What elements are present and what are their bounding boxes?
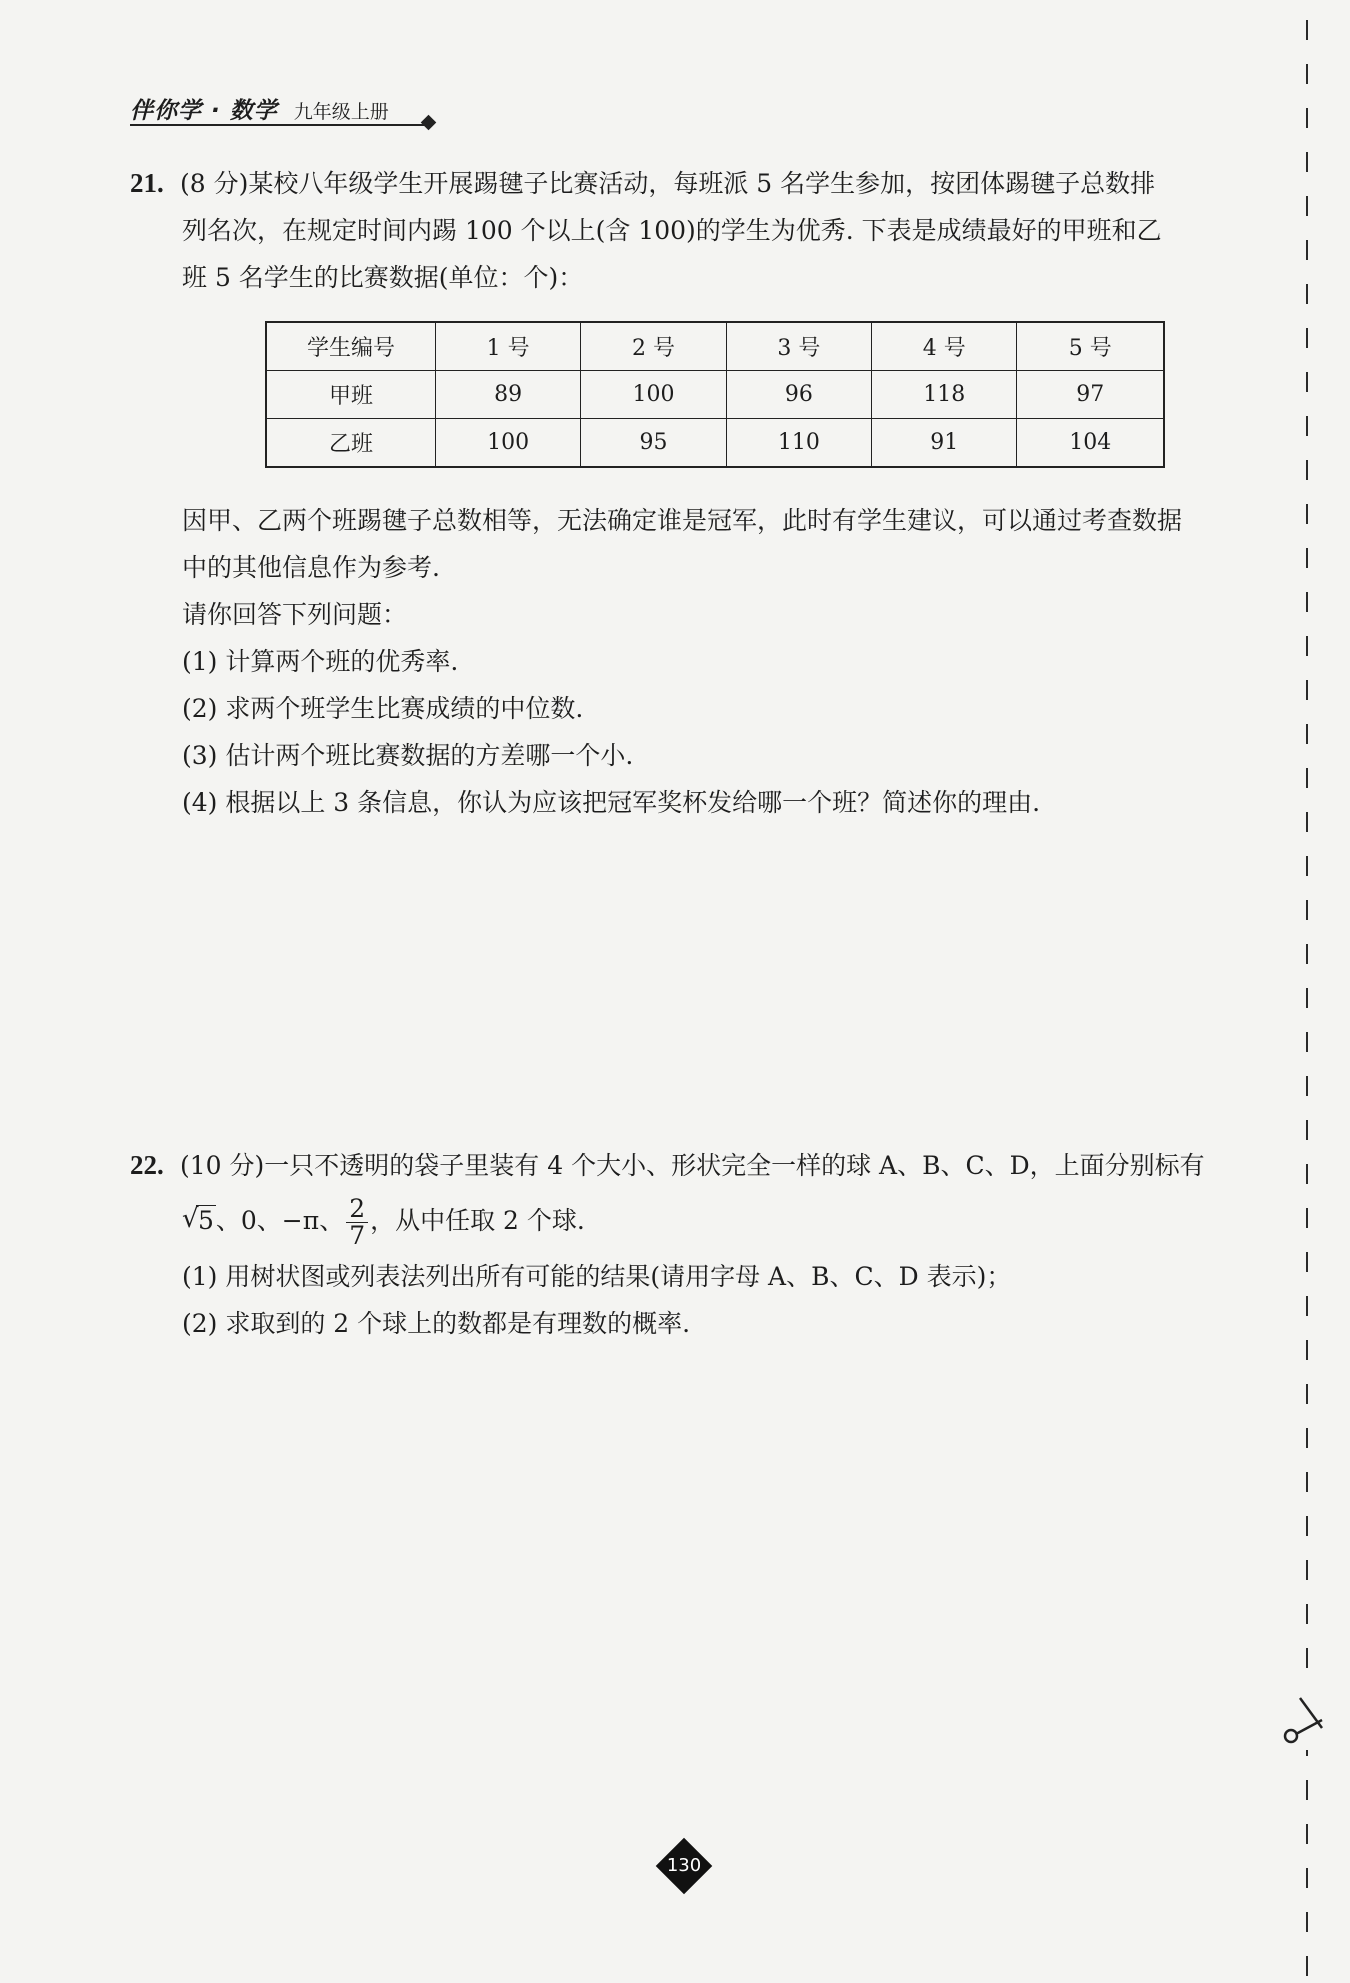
header-subtitle: 九年级上册: [293, 101, 389, 123]
table-cell: 乙班: [266, 419, 436, 468]
cut-line: [1306, 20, 1308, 1980]
q22-item-2: (2) 求取到的 2 个球上的数都是有理数的概率.: [182, 1309, 691, 1338]
q21-stem-text: (8 分)某校八年级学生开展踢毽子比赛活动，每班派 5 名学生参加，按团体踢毽子总数排: [180, 169, 1156, 198]
table-header-cell: 1 号: [436, 322, 581, 371]
table-cell: 100: [581, 371, 726, 419]
table-header-row: [266, 322, 1164, 371]
table-cell: 100: [436, 419, 581, 468]
q21-line-1: [130, 160, 1250, 207]
sqrt-expression: [182, 1189, 216, 1253]
table-cell: 118: [872, 371, 1017, 419]
q21-item-4: (4) 根据以上 3 条信息，你认为应该把冠军奖杯发给哪一个班？简述你的理由.: [182, 788, 1041, 817]
q21-line-3: 班 5 名学生的比赛数据(单位：个)：: [182, 263, 584, 292]
fraction-denominator: 7: [349, 1221, 366, 1250]
table-cell: 95: [581, 419, 726, 468]
page-number-badge: [656, 1838, 712, 1894]
table-cell: 110: [726, 419, 871, 468]
table-cell: 96: [726, 371, 871, 419]
page-number: 130: [666, 1855, 702, 1876]
fraction-numerator: 2: [346, 1196, 368, 1223]
q21-item-3: (3) 估计两个班比赛数据的方差哪一个小.: [182, 741, 634, 770]
q21-item-2: (2) 求两个班学生比赛成绩的中位数.: [182, 694, 584, 723]
q21-para-line-2: 中的其他信息作为参考.: [182, 553, 440, 582]
table-row: [266, 371, 1164, 419]
page-header: [130, 92, 389, 126]
table-header-cell: 5 号: [1017, 322, 1164, 371]
q21-number: 21.: [130, 168, 164, 198]
table-row: [266, 419, 1164, 468]
q22-values-sep: 、0、−π、: [215, 1206, 345, 1235]
question-22: [130, 1142, 1250, 1347]
q21-para-line-1: 因甲、乙两个班踢毽子总数相等，无法确定谁是冠军，此时有学生建议，可以通过考查数据: [182, 506, 1183, 535]
question-21: [130, 160, 1250, 301]
radical-sign: √: [182, 1204, 199, 1234]
header-diamond-icon: [421, 115, 437, 131]
table-cell: 甲班: [266, 371, 436, 419]
q21-prompt: 请你回答下列问题：: [182, 600, 408, 629]
table-header-cell: 学生编号: [266, 322, 436, 371]
q22-stem-tail: ，从中任取 2 个球.: [370, 1206, 585, 1235]
q22-stem-text: (10 分)一只不透明的袋子里装有 4 个大小、形状完全一样的球 A、B、C、D，上面分别标有: [180, 1151, 1205, 1180]
scissors-icon: [1274, 1690, 1334, 1750]
header-rule: [130, 124, 430, 126]
fraction: [346, 1196, 368, 1249]
table-cell: 91: [872, 419, 1017, 468]
table-header-cell: 4 号: [872, 322, 1017, 371]
q22-line-1: [130, 1142, 1250, 1189]
table-header-cell: 2 号: [581, 322, 726, 371]
header-brand: 伴你学 · 数学: [130, 98, 278, 124]
q21-item-1: (1) 计算两个班的优秀率.: [182, 647, 459, 676]
score-table: [265, 321, 1165, 468]
table-cell: 97: [1017, 371, 1164, 419]
q22-number: 22.: [130, 1150, 164, 1180]
question-21-body: [130, 497, 1250, 826]
q21-line-2: 列名次，在规定时间内踢 100 个以上(含 100)的学生为优秀. 下表是成绩最好的甲班和乙: [182, 216, 1162, 245]
table-header-cell: 3 号: [726, 322, 871, 371]
radicand: 5: [198, 1206, 214, 1235]
table-cell: 104: [1017, 419, 1164, 468]
q22-item-1: (1) 用树状图或列表法列出所有可能的结果(请用字母 A、B、C、D 表示)；: [182, 1262, 1012, 1291]
table-cell: 89: [436, 371, 581, 419]
q22-line-2: [130, 1189, 1250, 1253]
